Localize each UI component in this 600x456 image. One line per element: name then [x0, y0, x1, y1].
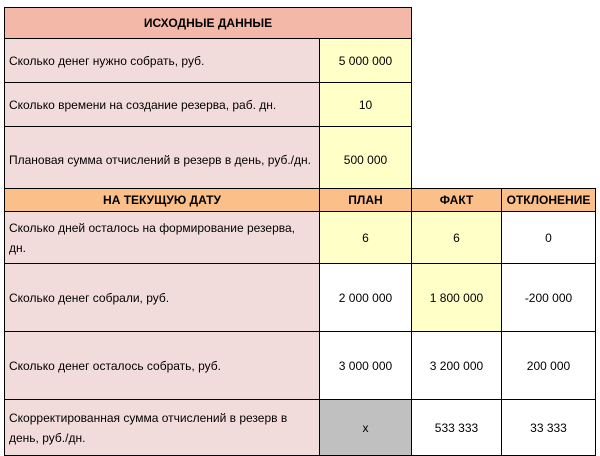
fact-column-header: ФАКТ	[412, 189, 502, 212]
remaining-fact: 3 200 000	[412, 332, 502, 400]
days-left-plan[interactable]: 6	[320, 212, 412, 264]
planned-daily-amount-value[interactable]: 500 000	[320, 127, 412, 193]
collected-fact[interactable]: 1 800 000	[412, 264, 502, 332]
remaining-deviation: 200 000	[502, 332, 596, 400]
input-data-title: ИСХОДНЫЕ ДАННЫЕ	[5, 8, 412, 39]
reserve-duration-label: Сколько времени на создание резерва, раб. дн.	[5, 83, 320, 127]
remaining-plan: 3 000 000	[320, 332, 412, 400]
adjusted-daily-fact: 533 333	[412, 400, 502, 456]
days-left-fact[interactable]: 6	[412, 212, 502, 264]
reserve-duration-value[interactable]: 10	[320, 83, 412, 127]
collected-plan: 2 000 000	[320, 264, 412, 332]
days-left-label: Сколько дней осталось на формирование резерва, дн.	[5, 212, 320, 264]
adjusted-daily-plan: x	[320, 400, 412, 456]
plan-column-header: ПЛАН	[320, 189, 412, 212]
target-amount-label: Сколько денег нужно собрать, руб.	[5, 39, 320, 83]
planned-daily-amount-label: Плановая сумма отчислений в резерв в день, руб./дн.	[5, 127, 320, 193]
target-amount-value[interactable]: 5 000 000	[320, 39, 412, 83]
deviation-column-header: ОТКЛОНЕНИЕ	[502, 189, 596, 212]
current-date-title: НА ТЕКУЩУЮ ДАТУ	[5, 189, 320, 212]
adjusted-daily-label: Скорректированная сумма отчислений в резерв в день, руб./дн.	[5, 400, 320, 456]
days-left-deviation: 0	[502, 212, 596, 264]
adjusted-daily-deviation: 33 333	[502, 400, 596, 456]
collected-deviation: -200 000	[502, 264, 596, 332]
collected-label: Сколько денег собрали, руб.	[5, 264, 320, 332]
current-date-table	[4, 188, 596, 456]
remaining-label: Сколько денег осталось собрать, руб.	[5, 332, 320, 400]
input-data-table	[4, 7, 412, 193]
